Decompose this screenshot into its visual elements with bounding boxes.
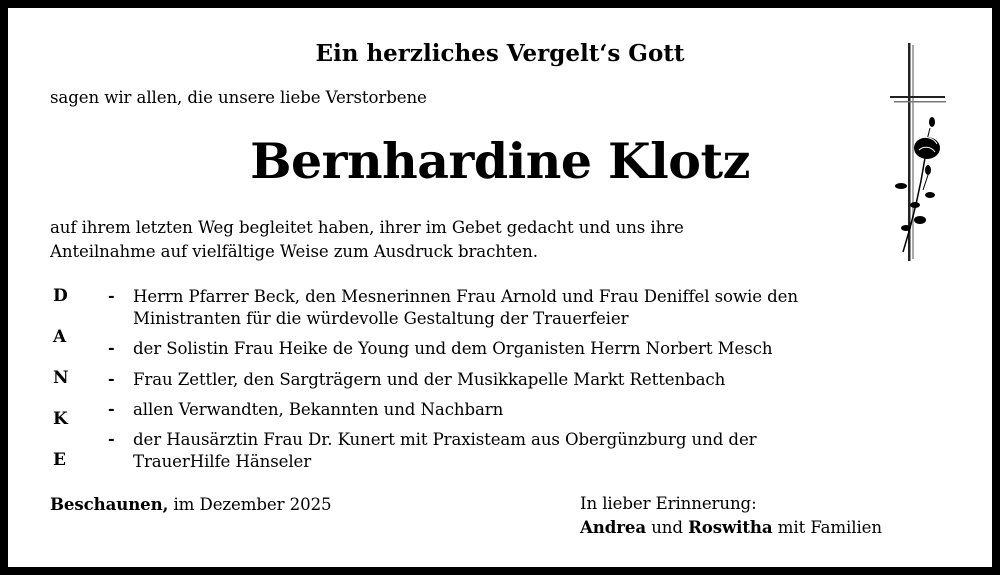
danke-letter: N	[53, 368, 69, 388]
signer-1: Andrea	[580, 517, 646, 537]
danke-letter: A	[53, 327, 67, 347]
signer-and: und	[651, 518, 683, 537]
cross-with-rose-icon	[885, 40, 965, 265]
closing: In lieber Erinnerung:	[580, 494, 757, 513]
place: Beschaunen,	[50, 494, 169, 514]
thanks-item: allen Verwandten, Bekannten und Nachbarn	[133, 400, 504, 419]
thanks-item-cont: Ministranten für die würdevolle Gestaltung der Trauerfeier	[133, 309, 629, 328]
signers	[580, 517, 882, 537]
danke-letter: K	[53, 409, 68, 429]
heading: Ein herzliches Vergelt‘s Gott	[315, 40, 685, 67]
signer-suffix: mit Familien	[777, 518, 882, 537]
body-line-1: auf ihrem letzten Weg begleitet haben, ihrer im Gebet gedacht und uns ihre	[50, 218, 684, 237]
place-date	[50, 494, 332, 514]
danke-letter: E	[53, 450, 66, 470]
intro-text: sagen wir allen, die unsere liebe Verstorbene	[50, 88, 427, 107]
dash: -	[108, 399, 115, 418]
thanks-item: der Hausärztin Frau Dr. Kunert mit Praxisteam aus Obergünzburg und der	[133, 430, 757, 449]
body-line-2: Anteilnahme auf vielfältige Weise zum Ausdruck brachten.	[50, 242, 538, 261]
thanks-item-cont: TrauerHilfe Hänseler	[133, 452, 312, 471]
dash: -	[108, 429, 115, 448]
thanks-item: Herrn Pfarrer Beck, den Mesnerinnen Frau Arnold und Frau Deniffel sowie den	[133, 287, 798, 306]
signer-2: Roswitha	[688, 517, 773, 537]
dash: -	[108, 369, 115, 388]
deceased-name: Bernhardine Klotz	[250, 132, 750, 190]
danke-letter: D	[53, 286, 68, 306]
dash: -	[108, 286, 115, 305]
dash: -	[108, 338, 115, 357]
thanks-item: der Solistin Frau Heike de Young und dem Organisten Herrn Norbert Mesch	[133, 339, 773, 358]
thanks-item: Frau Zettler, den Sargträgern und der Musikkapelle Markt Rettenbach	[133, 370, 726, 389]
date: im Dezember 2025	[173, 495, 332, 514]
